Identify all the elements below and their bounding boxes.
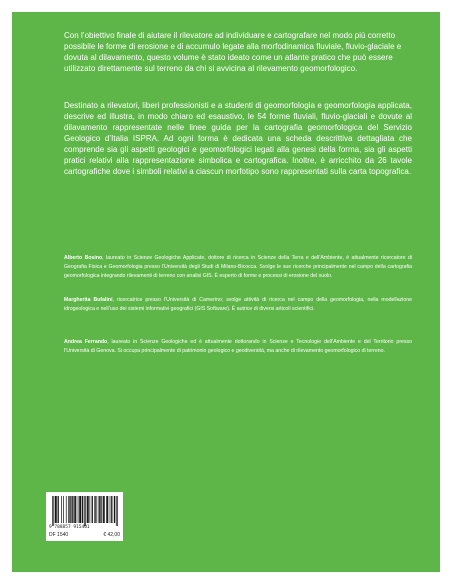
- author-bio-2: [64, 296, 412, 314]
- barcode-bar: [80, 496, 81, 523]
- barcode-bar: [71, 496, 72, 523]
- barcode-bar: [78, 496, 79, 523]
- barcode-bar: [99, 496, 100, 523]
- barcode-bar: [58, 496, 59, 523]
- code-price-row: [49, 532, 120, 538]
- barcode-box: [46, 492, 123, 541]
- intro-paragraph-1: Con l’obiettivo finale di aiutare il rilevatore ad individuare e cartografare nel modo più corretto possibile le forme di erosione e di accumulo legate alla morfodinamica fluviale, fluvio-glaciale e dovuta al dilavamento, questo volume è stato ideato come un atlante pratico che può essere utilizzato direttamente sul terreno da chi si avvicina al rilevamento geomorfologico.: [64, 31, 402, 73]
- barcode-bar: [79, 496, 80, 523]
- barcode-bar: [76, 496, 77, 523]
- intro-paragraph-2: Destinato a rilevatori, liberi professionisti e a studenti di geomorfologia e geomorfologia applicata, descrive ed illustra, in modo chiaro ed esaustivo, le 54 forme fluviali, fluvio-glaciali e dovute al dilavamento rappresentate nelle linee guida per la cartografia geomorfologica del Servizio Geologico d’Italia ISPRA. Ad ogni forma è dedicata una scheda descrittiva dettagliata che comprende sia gli aspetti geologici e geomorfologici legati alla genesi della forma, sia gli aspetti pratici relativi alla rappresentazione simbolica e cartografica. Inoltre, è arricchito da 26 tavole cartografiche dove i simboli relativi a ciascun morfotipo sono rappresentati sulla carta topografica.: [64, 101, 412, 176]
- barcode-bar: [104, 496, 105, 523]
- barcode-bar: [55, 496, 56, 523]
- barcode-bar: [112, 496, 113, 523]
- author-bio-1: [64, 254, 412, 281]
- barcode-bar: [95, 496, 96, 523]
- barcode-bar: [94, 496, 95, 523]
- barcode-bar: [69, 496, 70, 523]
- barcode-bar: [73, 496, 74, 523]
- barcode-bar: [85, 496, 86, 526]
- barcode-bar: [84, 496, 85, 526]
- back-cover: [12, 12, 440, 572]
- barcode-bar: [74, 496, 75, 523]
- barcode-bar: [52, 496, 53, 526]
- author-name-1: Alberto Bosino: [64, 255, 103, 261]
- barcode-bar: [110, 496, 111, 523]
- author-bio-text-1: , laureato in Scienze Geologiche Applicate, dottore di ricerca in Scienze della Terra e dell’Ambiente, è attualmente ricercatore di Geografia Fisica e Geomorfologia presso l’Università degli Studi di Milano-Bicocca. Svolge le sue ricerche principalmente nel campo della cartografia geomorfologica integrando rilevamenti di terreno con analisi GIS. È esperto di forme e processi di erosione del suolo.: [64, 255, 412, 279]
- barcode-bar: [116, 496, 117, 526]
- barcode-bar: [107, 496, 108, 523]
- barcode-bar: [87, 496, 88, 523]
- barcode-bar: [66, 496, 67, 523]
- barcode-bar: [90, 496, 91, 523]
- barcode-bar: [58, 496, 59, 523]
- barcode-bar: [99, 496, 100, 523]
- barcode-bar: [92, 496, 93, 523]
- barcode-bar: [106, 496, 107, 523]
- author-name-3: Andrea Ferrando: [64, 339, 108, 345]
- barcode-bar: [103, 496, 104, 523]
- author-bio-text-3: , laureato in Scienze Geologiche ed è attualmente dottorando in Scienze e Tecnologie dell’Ambiente e del Territorio presso l’Università di Genova. Si occupa principalmente di patrimonio geologico e geodiversità, ma anche di rilevamento geomorfologico di terreno.: [64, 339, 412, 354]
- price: € 42,00: [103, 532, 120, 538]
- barcode-bar: [88, 496, 89, 523]
- barcode-bar: [115, 496, 116, 523]
- product-code: DF 1540: [49, 532, 69, 538]
- isbn-digits: 9 788857 915401: [49, 525, 90, 530]
- barcode-bar: [70, 496, 71, 523]
- barcode-bar: [75, 496, 76, 523]
- barcode-bar: [68, 496, 69, 523]
- author-name-2: Margherita Bufalini: [64, 297, 113, 303]
- barcode-bar: [87, 496, 88, 523]
- barcode-bar: [103, 496, 104, 523]
- barcode-image: [52, 496, 118, 526]
- barcode-bar: [61, 496, 62, 523]
- barcode-bar: [63, 496, 64, 523]
- barcode-bar: [83, 496, 84, 523]
- barcode-bar: [117, 496, 118, 526]
- author-bio-3: [64, 338, 412, 356]
- barcode-bar: [108, 496, 109, 523]
- barcode-bar: [55, 496, 56, 523]
- barcode-bar: [100, 496, 101, 523]
- barcode-bar: [82, 496, 83, 523]
- author-bio-text-2: , ricercatrice presso l’Università di Camerino; svolge attività di ricerca nel campo della geomorfologia, nella modellazione idrogeologica e nell’uso dei sistemi informativi geografici (GIS Software). È autrice di diversi articoli scientifici.: [64, 297, 412, 312]
- barcode-bar: [96, 496, 97, 523]
- barcode-bar: [53, 496, 54, 526]
- barcode-bar: [56, 496, 57, 523]
- barcode-bar: [114, 496, 115, 523]
- barcode-bar: [72, 496, 73, 523]
- barcode-bar: [101, 496, 102, 523]
- barcode-bar: [80, 496, 81, 523]
- barcode-bar: [111, 496, 112, 523]
- barcode-bar: [92, 496, 93, 523]
